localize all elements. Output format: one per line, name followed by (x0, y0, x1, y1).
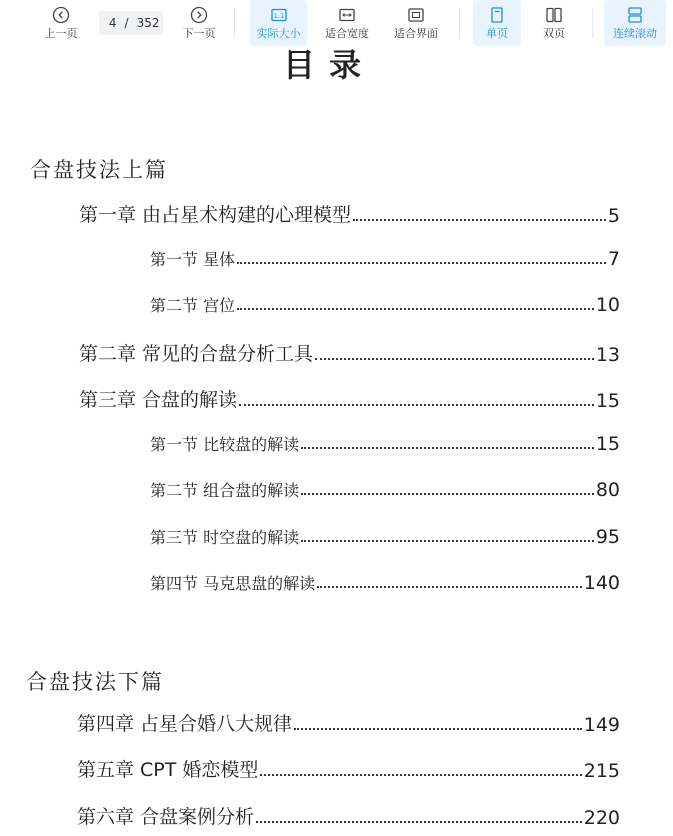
single-page-button[interactable] (473, 0, 521, 46)
actual-size-icon (270, 6, 288, 24)
fit-width-icon (338, 6, 356, 24)
section-heading: 合盘技法下篇 (26, 670, 164, 694)
toc-entry-title: 第四章 占星合婚八大规律 (77, 713, 293, 735)
toc-entry-page: 140 (583, 572, 620, 594)
leader-dots (353, 219, 606, 221)
toc-entry-title: 第二章 常见的合盘分析工具 (79, 343, 314, 365)
toc-entry[interactable] (150, 525, 620, 548)
continuous-scroll-label: 连续滚动 (613, 27, 657, 40)
toc-entry[interactable] (77, 709, 620, 736)
toc-entry[interactable] (79, 200, 620, 227)
toc-entry-title: 第二节 组合盘的解读 (150, 481, 300, 500)
toc-entry-title: 第三章 合盘的解读 (79, 389, 238, 411)
page-separator: / (124, 16, 129, 30)
toc-entry-title: 第六章 合盘案例分析 (77, 806, 255, 828)
leader-dots (260, 774, 581, 776)
prev-page-button[interactable] (40, 0, 82, 46)
continuous-scroll-button[interactable] (604, 0, 666, 46)
toc-entry[interactable] (150, 478, 620, 501)
toc-entry-title: 第一节 比较盘的解读 (150, 435, 300, 454)
double-page-icon (545, 6, 563, 24)
toc-entry-page: 10 (595, 294, 620, 316)
document-page (0, 48, 673, 836)
single-page-icon (488, 6, 506, 24)
leader-dots (256, 821, 582, 823)
toc-entry-title: 第一节 星体 (150, 250, 236, 269)
double-page-button[interactable] (530, 0, 578, 46)
toc-entry[interactable] (150, 432, 620, 455)
toc-entry-page: 220 (583, 807, 620, 829)
next-page-label: 下一页 (182, 27, 216, 40)
toc-title: 目录 (283, 48, 376, 84)
page-indicator (99, 11, 163, 35)
fit-page-button[interactable] (387, 0, 445, 46)
toc-entry[interactable] (77, 755, 620, 782)
fit-width-label: 适合宽度 (325, 27, 369, 40)
toc-entry-page: 149 (583, 714, 620, 736)
section-heading: 合盘技法上篇 (30, 158, 168, 182)
toc-entry-page: 15 (595, 433, 620, 455)
toc-entry[interactable] (79, 385, 620, 412)
viewer-toolbar (0, 0, 673, 48)
leader-dots (237, 308, 594, 310)
leader-dots (317, 586, 582, 588)
continuous-scroll-icon (626, 6, 644, 24)
svg-text:1:1: 1:1 (273, 11, 284, 20)
fit-width-button[interactable] (318, 0, 376, 46)
toc-entry-page: 7 (607, 248, 620, 270)
fit-page-icon (407, 6, 425, 24)
chevron-right-circle-icon (190, 6, 208, 24)
toc-entry-title: 第五章 CPT 婚恋模型 (77, 759, 259, 781)
leader-dots (294, 728, 582, 730)
toc-entry-page: 5 (607, 205, 620, 227)
current-page-input[interactable] (103, 16, 117, 30)
toc-entry-page: 13 (595, 344, 620, 366)
chevron-left-circle-icon (52, 6, 70, 24)
leader-dots (301, 493, 594, 495)
toc-entry-title: 第一章 由占星术构建的心理模型 (79, 204, 352, 226)
prev-page-label: 上一页 (44, 27, 78, 40)
toc-entry-page: 80 (595, 479, 620, 501)
leader-dots (301, 540, 594, 542)
toolbar-divider (592, 8, 593, 38)
toc-entry[interactable] (150, 293, 620, 316)
toc-entry-title: 第二节 宫位 (150, 296, 236, 315)
total-pages: 352 (136, 16, 160, 30)
toc-entry-page: 95 (595, 526, 620, 548)
toolbar-divider (234, 8, 235, 38)
double-page-label: 双页 (543, 27, 565, 40)
toc-entry[interactable] (150, 247, 620, 270)
next-page-button[interactable] (178, 0, 220, 46)
single-page-label: 单页 (486, 27, 508, 40)
toc-entry-page: 15 (595, 390, 620, 412)
toc-entry[interactable] (79, 339, 620, 366)
leader-dots (315, 358, 594, 360)
leader-dots (237, 262, 606, 264)
toc-entry-title: 第四节 马克思盘的解读 (150, 574, 316, 593)
toc-entry[interactable] (77, 802, 620, 829)
toc-entry[interactable] (150, 571, 620, 594)
toolbar-divider (459, 8, 460, 38)
actual-size-button[interactable] (250, 0, 307, 46)
toc-entry-title: 第三节 时空盘的解读 (150, 528, 300, 547)
actual-size-label: 实际大小 (256, 27, 301, 40)
fit-page-label: 适合界面 (394, 27, 438, 40)
leader-dots (239, 404, 594, 406)
toc-entry-page: 215 (583, 760, 620, 782)
leader-dots (301, 447, 594, 449)
